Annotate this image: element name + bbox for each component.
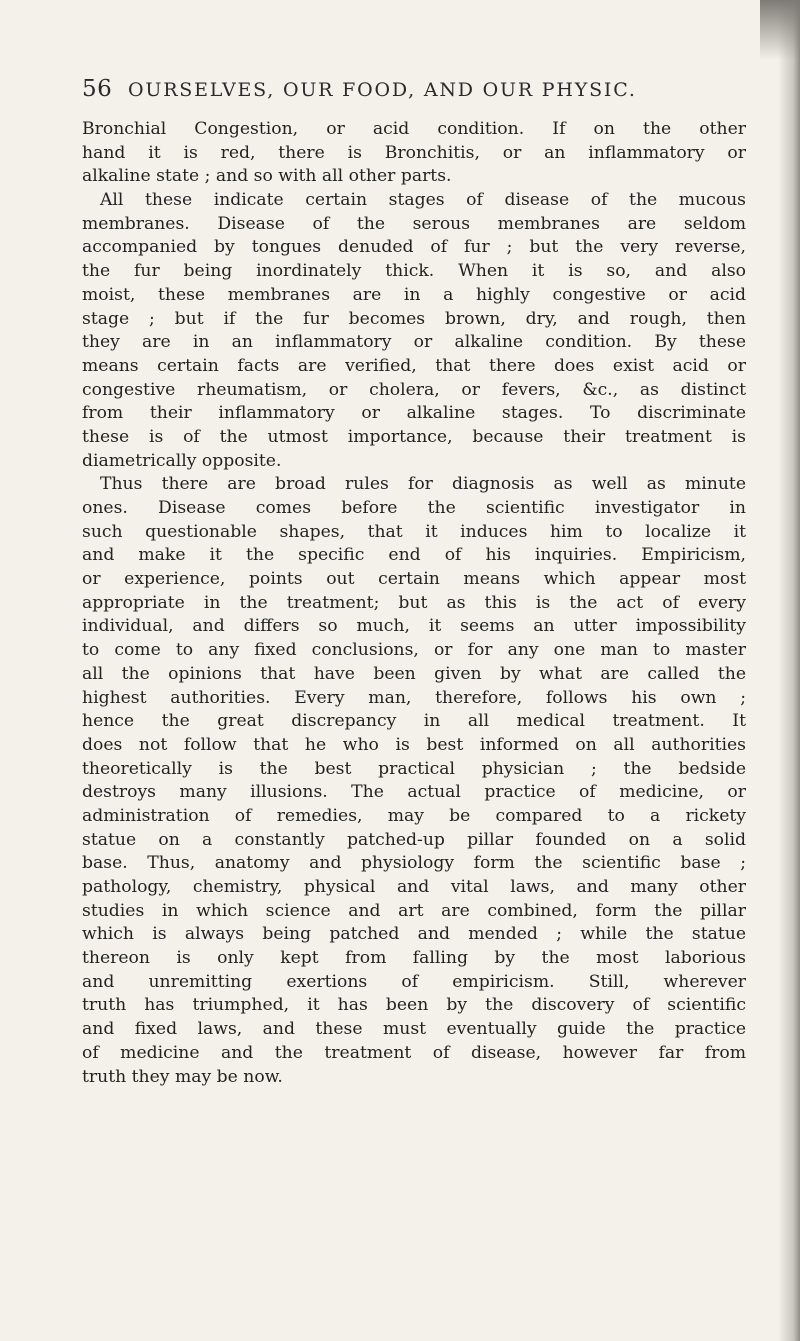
text-line: and make it the specific end of his inquiries. Empiricism, <box>82 545 746 566</box>
text-line: such questionable shapes, that it induces him to localize it <box>82 521 746 542</box>
text-line: does not follow that he who is best informed on all authorities <box>82 734 746 755</box>
text-line: truth has triumphed, it has been by the discovery of scientific <box>82 995 746 1016</box>
running-head: OURSELVES, OUR FOOD, AND OUR PHYSIC. <box>128 79 637 101</box>
text-line: pathology, chemistry, physical and vital laws, and many other <box>82 877 746 897</box>
text-line: from their inflammatory or alkaline stages. To discriminate <box>82 403 746 424</box>
text-line: truth they may be now. <box>82 1066 283 1087</box>
text-line: theoretically is the best practical physician ; the bedside <box>82 758 746 779</box>
text-line: statue on a constantly patched-up pillar founded on a solid <box>82 829 746 850</box>
text-line: these is of the utmost importance, because their treatment is <box>82 426 746 447</box>
text-line: studies in which science and art are combined, form the pillar <box>82 900 746 921</box>
text-line: Thus there are broad rules for diagnosis as well as minute <box>100 474 746 495</box>
text-line: stage ; but if the fur becomes brown, dry, and rough, then <box>82 308 746 329</box>
text-line: and unremitting exertions of empiricism. Still, wherever <box>82 971 746 992</box>
text-line: hand it is red, there is Bronchitis, or an inflammatory or <box>82 142 746 163</box>
text-line: thereon is only kept from falling by the most laborious <box>82 948 746 969</box>
text-line: moist, these membranes are in a highly congestive or acid <box>82 284 746 305</box>
text-line: congestive rheumatism, or cholera, or fevers, &c., as distinct <box>82 379 746 400</box>
text-line: highest authorities. Every man, therefore, follows his own ; <box>82 687 746 708</box>
text-line: of medicine and the treatment of disease, however far from <box>82 1042 746 1063</box>
text-line: membranes. Disease of the serous membranes are seldom <box>82 213 746 234</box>
text-line: they are in an inflammatory or alkaline condition. By these <box>82 332 746 353</box>
text-line: diametrically opposite. <box>82 450 282 471</box>
text-line: hence the great discrepancy in all medical treatment. It <box>82 711 746 732</box>
text-line: means certain facts are verified, that there does exist acid or <box>82 355 746 376</box>
text-line: accompanied by tongues denuded of fur ; but the very reverse, <box>82 237 746 258</box>
text-line: or experience, points out certain means which appear most <box>82 569 746 590</box>
text-line: ones. Disease comes before the scientific investigator in <box>82 498 746 518</box>
text-line: base. Thus, anatomy and physiology form the scientific base ; <box>82 853 746 874</box>
text-line: Bronchial Congestion, or acid condition. If on the other <box>82 119 746 139</box>
text-line: the fur being inordinately thick. When it is so, and also <box>82 261 746 282</box>
text-line: All these indicate certain stages of disease of the mucous <box>100 190 746 211</box>
text-line: and fixed laws, and these must eventually guide the practice <box>82 1019 746 1040</box>
text-line: individual, and differs so much, it seems an utter impossibility <box>82 616 746 637</box>
page-header <box>82 76 722 110</box>
body-text <box>82 118 746 1089</box>
text-line: to come to any fixed conclusions, or for any one man to master <box>82 640 746 661</box>
text-line: all the opinions that have been given by what are called the <box>82 663 746 684</box>
text-line: administration of remedies, may be compared to a rickety <box>82 805 746 826</box>
text-line: appropriate in the treatment; but as this is the act of every <box>82 592 746 613</box>
page-edge-shadow <box>778 0 800 1341</box>
text-line: destroys many illusions. The actual practice of medicine, or <box>82 782 746 803</box>
page-corner-shadow <box>760 0 800 60</box>
text-line: which is always being patched and mended ; while the statue <box>82 924 746 945</box>
page-number: 56 <box>82 76 113 102</box>
text-line: alkaline state ; and so with all other parts. <box>82 166 452 187</box>
